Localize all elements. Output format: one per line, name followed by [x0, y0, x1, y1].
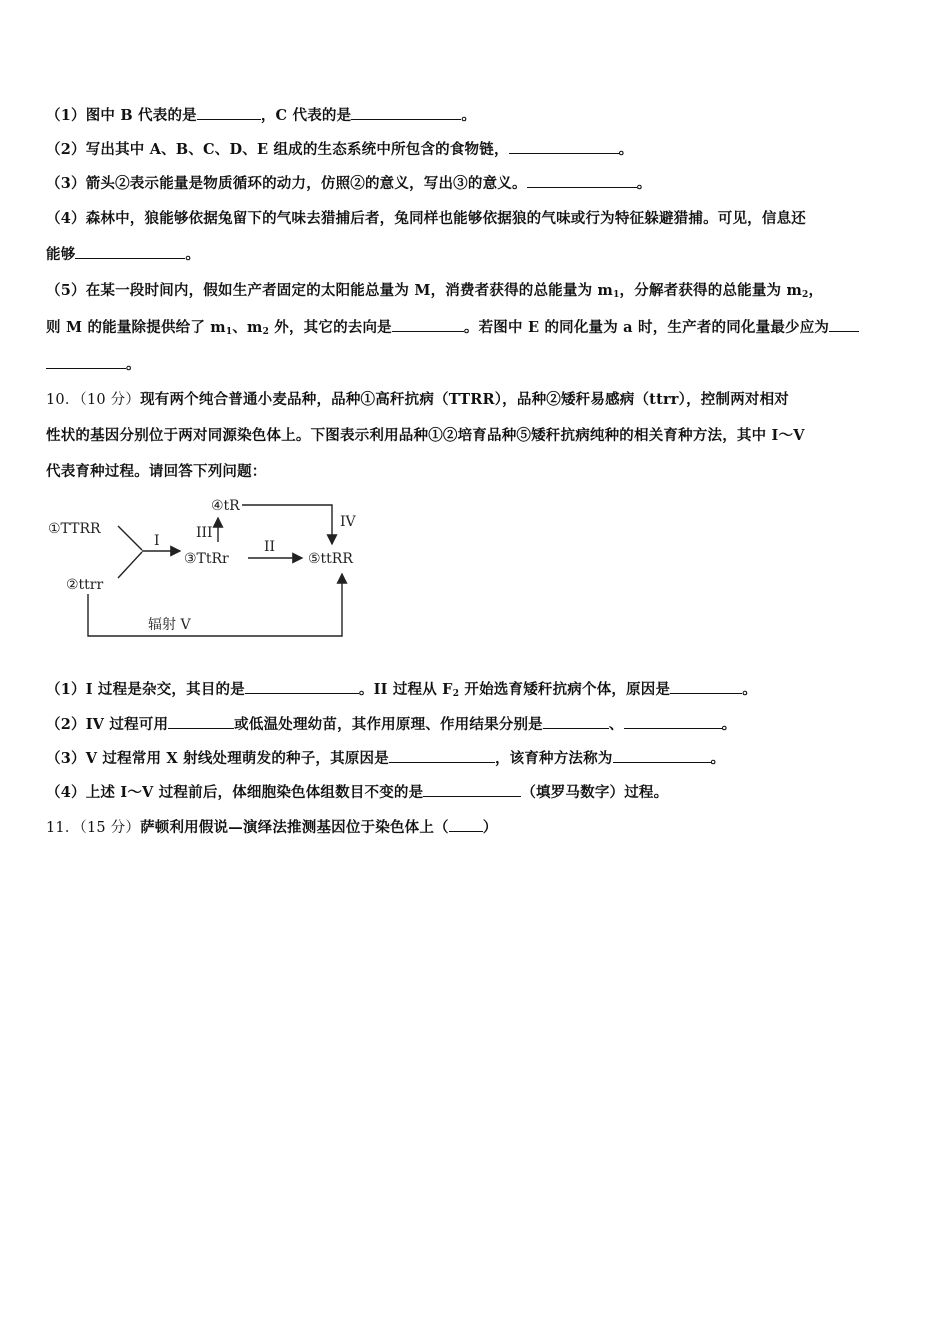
label-process-V: 辐射 V: [148, 617, 191, 633]
q10-part4: （4）上述 I～V 过程前后，体细胞染色体组数目不变的是 （填罗马数字）过程。: [46, 784, 669, 801]
answer-blank[interactable]: [197, 105, 261, 120]
node-variety1: ①TTRR: [48, 521, 101, 537]
label-process-II: II: [264, 539, 276, 555]
answer-blank[interactable]: [624, 714, 722, 729]
label-process-IV: IV: [340, 514, 356, 530]
answer-blank[interactable]: [543, 714, 609, 729]
node-variety3: ③TtRr: [184, 551, 229, 567]
answer-blank[interactable]: [389, 748, 495, 763]
answer-blank[interactable]: [423, 782, 521, 797]
q9-part5-cont2: 。: [46, 353, 141, 374]
answer-blank[interactable]: [829, 317, 859, 332]
q11-stem: 11．（15 分）萨顿利用假说—演绎法推测基因位于染色体上（ ）: [46, 819, 498, 836]
q10-stem-line2: 性状的基因分别位于两对同源染色体上。下图表示利用品种①②培育品种⑤矮秆抗病纯种的相关育种方法，其中 I～V: [46, 427, 805, 444]
arrow-process-V: [88, 574, 342, 636]
answer-blank[interactable]: [613, 748, 711, 763]
breeding-diagram: [46, 490, 376, 640]
answer-blank[interactable]: [245, 679, 359, 694]
answer-blank[interactable]: [670, 679, 742, 694]
answer-blank[interactable]: [75, 244, 185, 259]
q9-part4-cont: 能够 。: [46, 246, 201, 263]
label-process-III: III: [196, 525, 213, 541]
q9-part5: （5）在某一段时间内，假如生产者固定的太阳能总量为 M，消费者获得的总能量为 $m_1$，分解者获得的总能量为 $m_2$，: [46, 282, 824, 300]
q10-part3: （3）V 过程常用 X 射线处理萌发的种子，其原因是 ，该育种方法称为 。: [46, 750, 726, 767]
q10-part2: （2）IV 过程可用 或低温处理幼苗，其作用原理、作用结果分别是 、 。: [46, 716, 737, 733]
q9-part5-cont: 则 M 的能量除提供给了 $m_1$、$m_2$ 外，其它的去向是 。若图中 E 的同化量为 a 时，生产者的同化量最少应为: [46, 316, 859, 337]
answer-blank[interactable]: [168, 714, 234, 729]
merge-line-top: [118, 526, 142, 550]
label-process-I: I: [154, 533, 160, 549]
q10-part1: （1）I 过程是杂交，其目的是 。II 过程从 $F_2$ 开始选育矮秆抗病个体，原因是 。: [46, 681, 757, 699]
q9-part2: （2）写出其中 A、B、C、D、E 组成的生态系统中所包含的食物链， 。: [46, 141, 634, 158]
q9-part4: （4）森林中，狼能够依据兔留下的气味去猎捕后者，兔同样也能够依据狼的气味或行为特征躲避猎捕。可见，信息还: [46, 210, 806, 227]
q9-part1: （1）图中 B 代表的是 ，C 代表的是 。: [46, 107, 477, 124]
answer-blank[interactable]: [509, 139, 619, 154]
answer-blank[interactable]: [449, 817, 483, 832]
arrow-process-IV: [242, 505, 332, 544]
answer-blank[interactable]: [527, 173, 637, 188]
q10-stem-line3: 代表育种过程。请回答下列问题：: [46, 463, 267, 480]
q10-stem-line1: 10．（10 分）现有两个纯合普通小麦品种，品种①高秆抗病（TTRR），品种②矮秆易感病（ttrr），控制两对相对: [46, 391, 789, 408]
q9-part3: （3）箭头②表示能量是物质循环的动力，仿照②的意义，写出③的意义。 。: [46, 175, 652, 192]
answer-blank[interactable]: [351, 105, 461, 120]
node-variety2: ②ttrr: [66, 577, 104, 593]
node-variety4: ④tR: [211, 498, 240, 514]
merge-line-bottom: [118, 552, 142, 578]
answer-blank[interactable]: [46, 354, 126, 369]
answer-blank[interactable]: [392, 317, 464, 332]
node-variety5: ⑤ttRR: [308, 551, 353, 567]
